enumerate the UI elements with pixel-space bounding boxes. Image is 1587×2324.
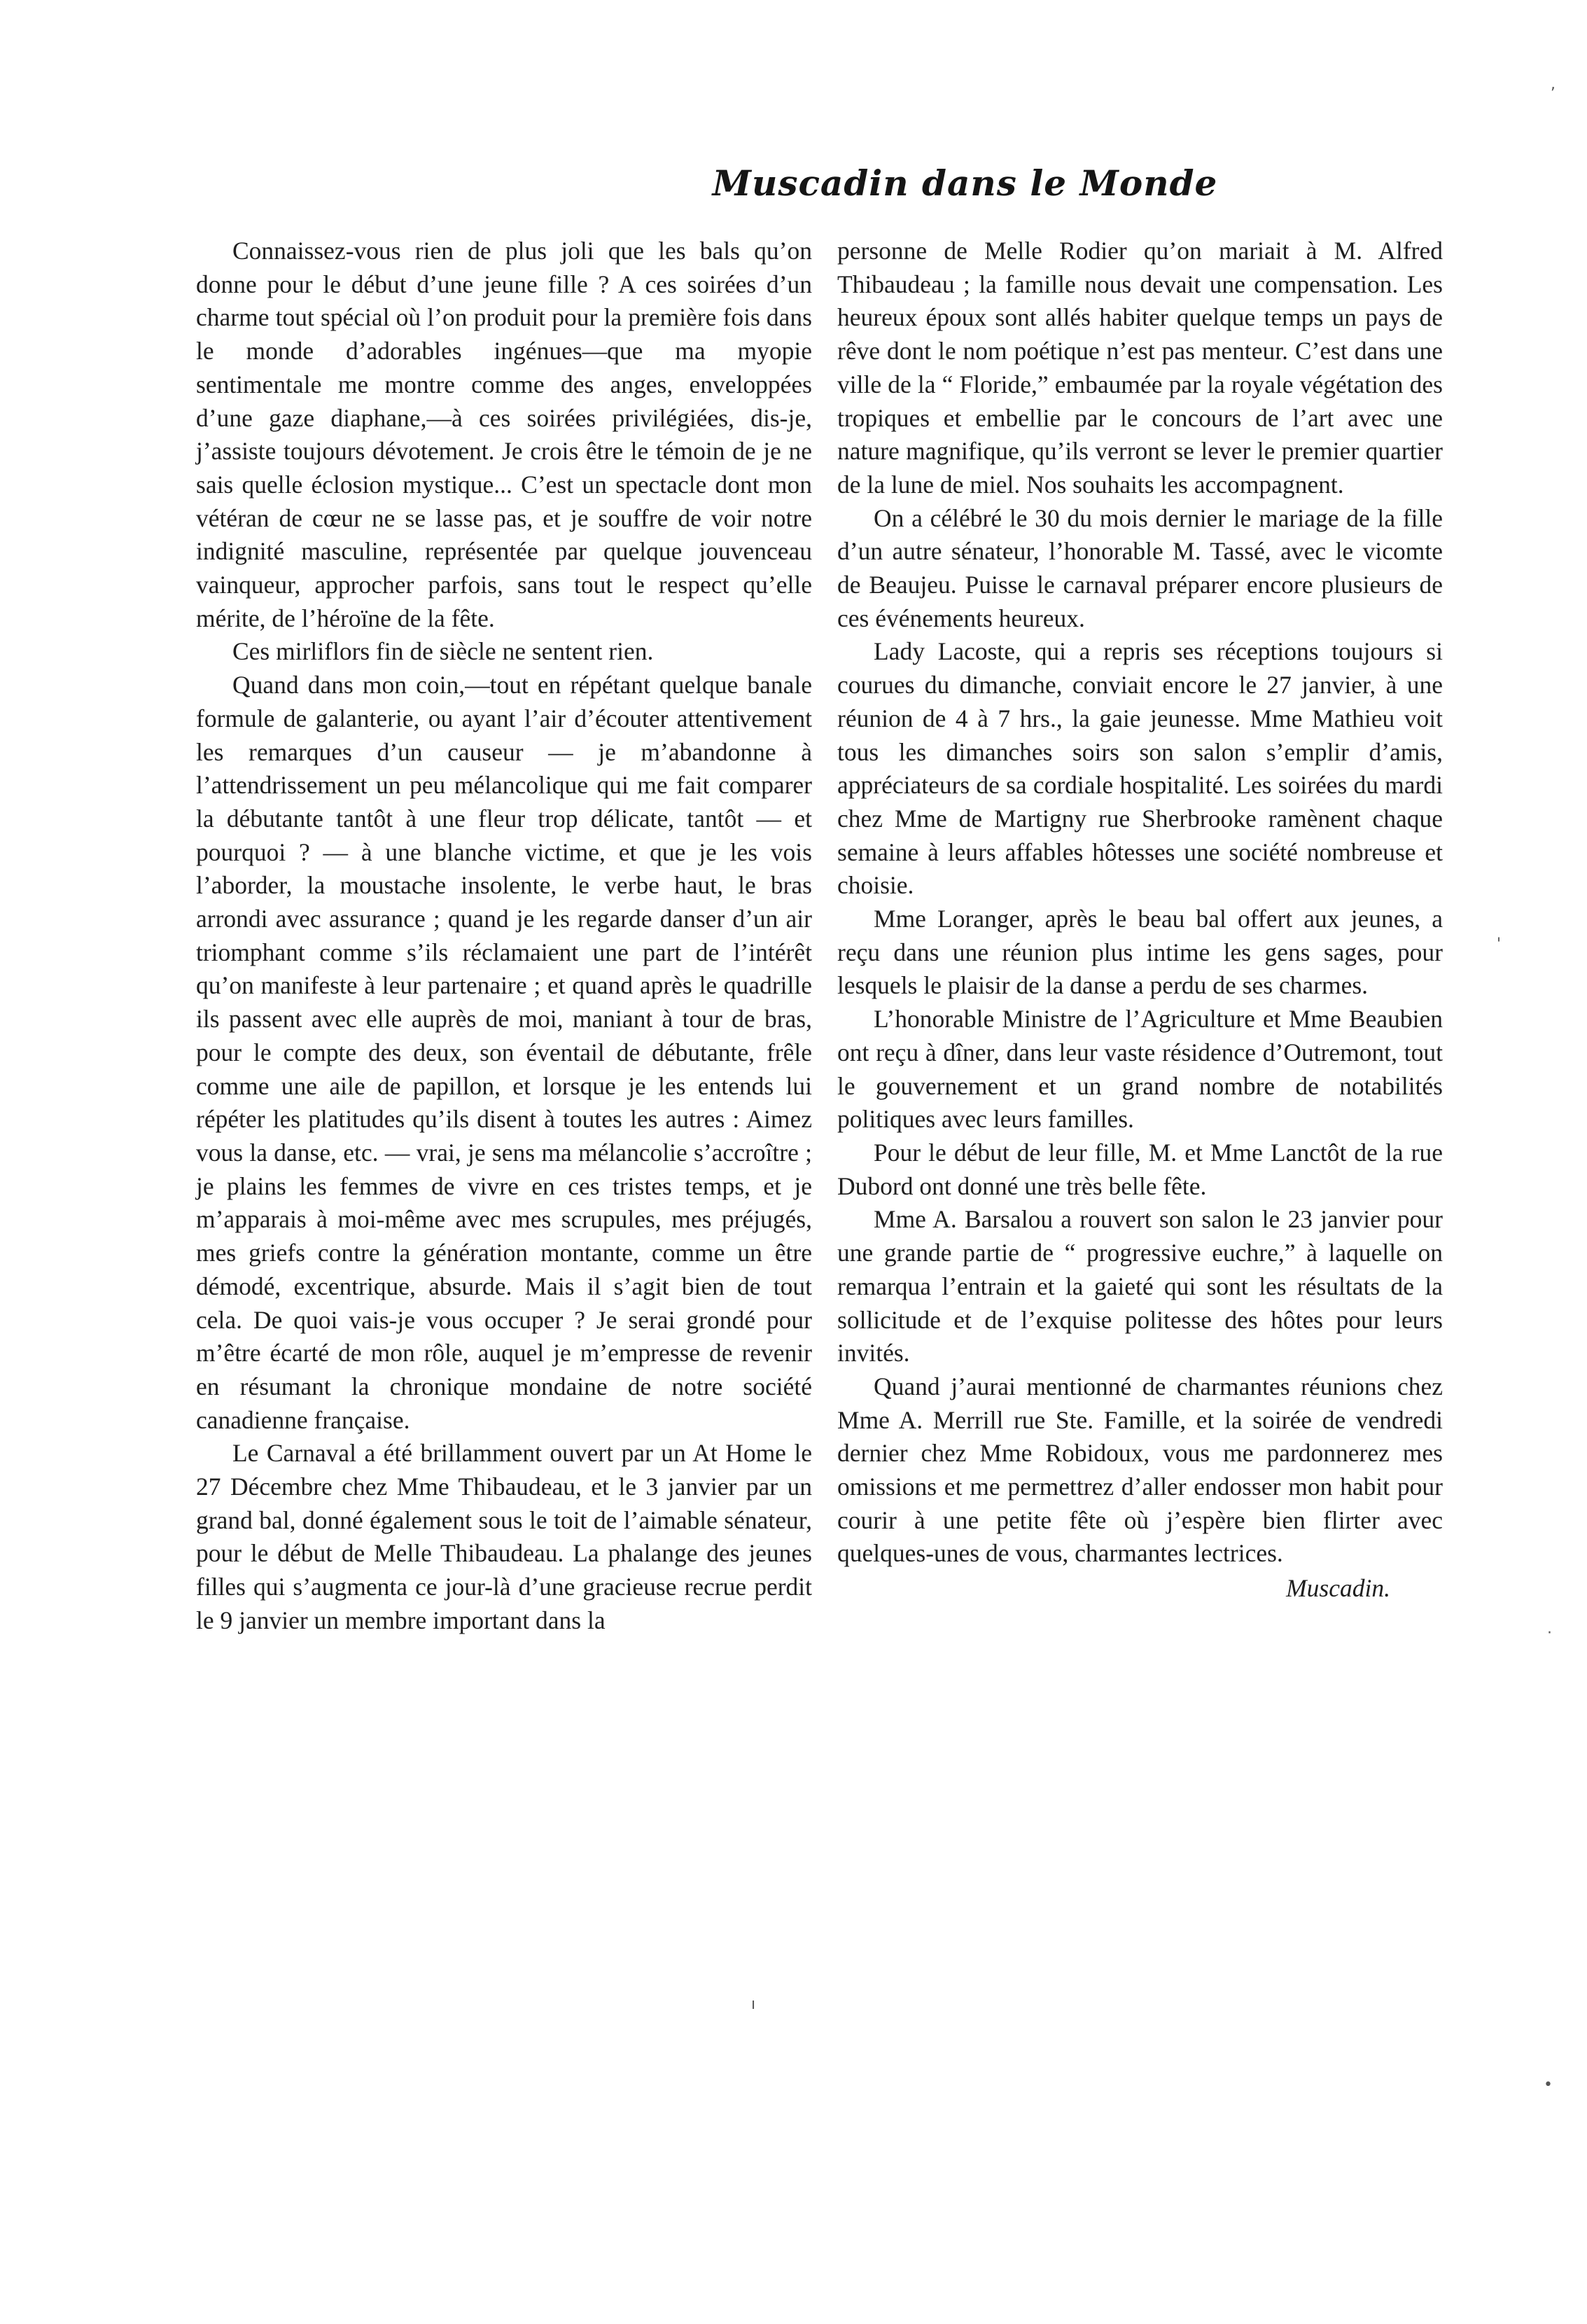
left-column bbox=[196, 235, 812, 1638]
article-title: Muscadin dans le Monde bbox=[712, 162, 1218, 204]
paragraph: Lady Lacoste, qui a repris ses réceptions toujours si courues du dimanche, conviait encore le 27 janvier, à une réunion de 4 à 7 hrs., la gaie jeunesse. Mme Mathieu voit tous les dimanches soirs son salon s’emplir d’amis, appréciateurs de sa cordiale hospitalité. Les soirées du mardi chez Mme de Martigny rue Sherbrooke ramènent chaque semaine à leurs affables hôtesses une société nombreuse et choisie. bbox=[837, 637, 1443, 900]
right-column bbox=[837, 235, 1443, 1606]
paragraph: Ces mirliflors fin de siècle ne sentent rien. bbox=[232, 637, 654, 666]
scan-speck: ' bbox=[1497, 935, 1502, 953]
paragraph: Mme Loranger, après le beau bal offert aux jeunes, a reçu dans une réunion plus intime les gens sages, pour lesquels le plaisir de la danse a perdu de ses charmes. bbox=[837, 905, 1443, 1000]
paragraph: Quand j’aurai mentionné de charmantes réunions chez Mme A. Merrill rue Ste. Famille, et la soirée de vendredi dernier chez Mme Robidoux, vous me pardonnerez mes omissions et me permettrez d’aller endosser mon habit pour courir à une petite fête où j’espère bien flirter avec quelques-unes de vous, charmantes lectrices. bbox=[837, 1372, 1443, 1568]
paragraph: L’honorable Ministre de l’Agriculture et Mme Beaubien ont reçu à dîner, dans leur vaste résidence d’Outremont, tout le gouvernement et un grand nombre de notabilités politiques avec leurs familles. bbox=[837, 1005, 1443, 1134]
paragraph: Mme A. Barsalou a rouvert son salon le 23 janvier pour une grande partie de “ progressive euchre,” à laquelle on remarqua l’entrain et la gaieté qui sont les résultats de la sollicitude et de l’exquise politesse des hôtes pour leurs invités. bbox=[837, 1205, 1443, 1368]
paragraph: Le Carnaval a été brillamment ouvert par un At Home le 27 Décembre chez Mme Thibaudeau, et le 3 janvier par un grand bal, donné également sous le toit de l’aimable sénateur, pour le début de Melle Thibaudeau. La phalange des jeunes filles qui s’augmenta ce jour-là d’une gracieuse recrue perdit le 9 janvier un membre important dans la bbox=[196, 1439, 812, 1634]
paragraph: Quand dans mon coin,—tout en répétant quelque banale formule de galanterie, ou ayant l’air d’écouter attentivement les remarques d’un causeur — je m’abandonne à l’attendrissement un peu mélancolique qui me fait comparer la débutante tantôt à une fleur trop délicate, tantôt — et pourquoi ? — à une blanche victime, et que je les vois l’aborder, la moustache insolente, le verbe haut, le bras arrondi avec assurance ; quand je les regarde danser d’un air triomphant comme s’ils réclamaient une part de l’intérêt qu’on manifeste à leur partenaire ; et quand après le quadrille ils passent avec elle auprès de moi, maniant à tour de bras, pour le compte des deux, son éventail de débutante, frêle comme une aile de papillon, et lorsque je les entends lui répéter les platitudes qu’ils disent à toutes les autres : Aimez vous la danse, etc. — vrai, je sens ma mélancolie s’accroître ; je plains les femmes de vivre en ces tristes temps, et je m’apparais à moi-même avec mes scrupules, mes préjugés, mes griefs contre la génération montante, comme un être démodé, excentrique, absurde. Mais il s’agit bien de tout cela. De quoi vais-je vous occuper ? Je serai grondé pour m’être écarté de mon rôle, auquel je m’empresse de revenir en résumant la chronique mondaine de notre société canadienne française. bbox=[196, 671, 812, 1434]
scan-speck: , bbox=[1551, 76, 1555, 93]
scan-speck: ı bbox=[751, 1996, 756, 2013]
paragraph: Pour le début de leur fille, M. et Mme Lanctôt de la rue Dubord ont donné une très belle fête. bbox=[837, 1138, 1443, 1200]
paragraph: On a célébré le 30 du mois dernier le mariage de la fille d’un autre sénateur, l’honorable M. Tassé, avec le vicomte de Beaujeu. Puisse le carnaval préparer encore plusieurs de ces événements heureux. bbox=[837, 503, 1443, 632]
paragraph: personne de Melle Rodier qu’on mariait à M. Alfred Thibaudeau ; la famille nous devait une compensation. Les heureux époux sont allés habiter quelque temps un pays de rêve dont le nom poétique n’est pas menteur. C’est dans une ville de la “ Floride,” embaumée par la royale végétation des tropiques et embellie par le concours de l’art avec une nature magnifique, qu’ils verront se lever le premier quartier de la lune de miel. Nos souhaits les accompagnent. bbox=[837, 237, 1443, 499]
signature: Muscadin. bbox=[1286, 1574, 1390, 1603]
scan-speck: · bbox=[1547, 1624, 1552, 1642]
scan-speck: • bbox=[1544, 2076, 1553, 2094]
paragraph: Connaissez-vous rien de plus joli que les bals qu’on donne pour le début d’une jeune fille ? A ces soirées d’un charme tout spécial où l’on produit pour la première fois dans le monde d’adorables ingénues—que ma myopie sentimentale me montre comme des anges, enveloppées d’une gaze diaphane,—à ces soirées privilégiées, dis-je, j’assiste toujours dévotement. Je crois être le témoin de je ne sais quelle éclosion mystique... C’est un spectacle dont mon vétéran de cœur ne se lasse pas, et je souffre de voir notre indignité masculine, représentée par quelque jouvenceau vainqueur, approcher parfois, sans tout le respect qu’elle mérite, de l’héroïne de la fête. bbox=[196, 237, 812, 632]
